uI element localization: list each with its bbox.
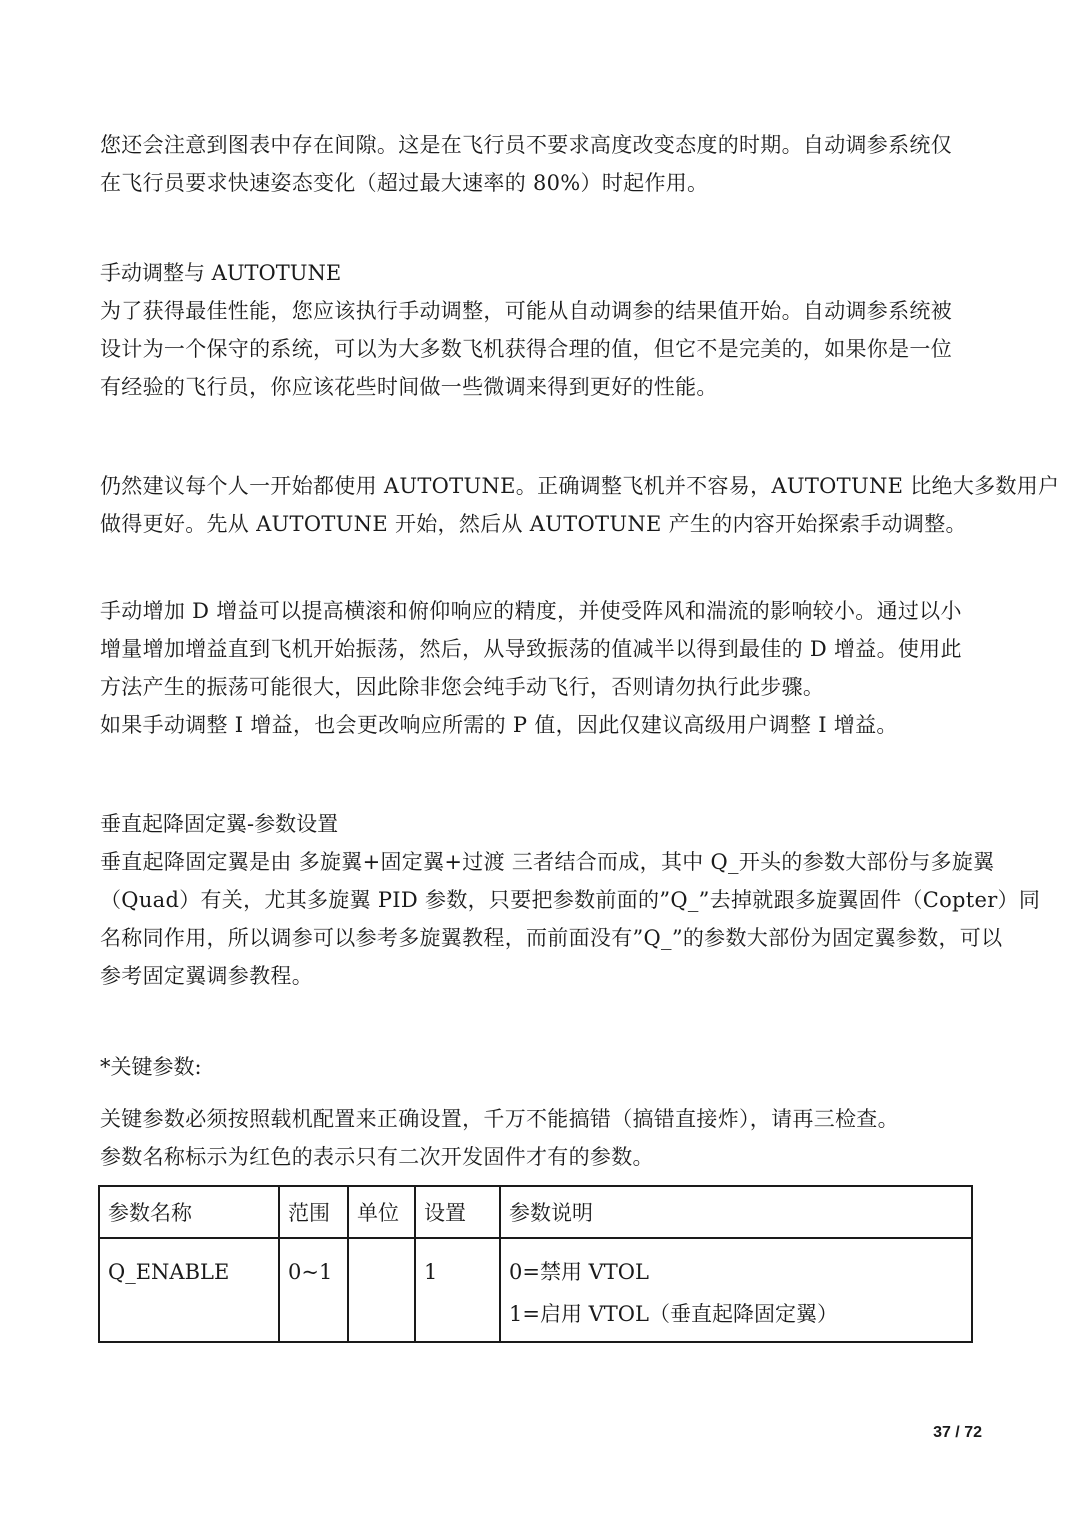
cell-range: 0~1 [279, 1238, 348, 1342]
section-heading: *关键参数: [100, 1055, 202, 1079]
text-line: 增量增加增益直到飞机开始振荡，然后，从导致振荡的值减半以得到最佳的 D 增益。使用此 [100, 637, 962, 661]
text-line: 参考固定翼调参教程。 [100, 964, 313, 988]
column-header-description: 参数说明 [500, 1186, 972, 1238]
parameter-table [98, 1185, 973, 1343]
text-line: （Quad）有关，尤其多旋翼 PID 参数，只要把参数前面的”Q_”去掉就跟多旋翼固件（Copter）同 [100, 888, 1041, 912]
text-line: 设计为一个保守的系统，可以为大多数飞机获得合理的值，但它不是完美的，如果你是一位 [100, 337, 952, 361]
column-header-name: 参数名称 [99, 1186, 279, 1238]
column-header-range: 范围 [279, 1186, 348, 1238]
section-heading: 垂直起降固定翼-参数设置 [100, 812, 339, 836]
text-line: 手动增加 D 增益可以提高横滚和俯仰响应的精度，并使受阵风和湍流的影响较小。通过以小 [100, 599, 962, 623]
description-line: 0=禁用 VTOL [509, 1260, 649, 1284]
table-header-row [99, 1186, 972, 1238]
section-key-params [100, 1048, 1000, 1176]
text-line: 在飞行员要求快速姿态变化（超过最大速率的 80%）时起作用。 [100, 171, 709, 195]
text-line: 仍然建议每个人一开始都使用 AUTOTUNE。正确调整飞机并不容易，AUTOTUNE 比绝大多数用户 [100, 474, 1060, 498]
section-manual-tuning [100, 254, 1000, 406]
paragraph-autotune [100, 467, 1060, 543]
text-line: 您还会注意到图表中存在间隙。这是在飞行员不要求高度改变态度的时期。自动调参系统仅 [100, 133, 952, 157]
page-number: 37 / 72 [933, 1424, 982, 1441]
column-header-setting: 设置 [415, 1186, 500, 1238]
text-line: 方法产生的振荡可能很大，因此除非您会纯手动飞行，否则请勿执行此步骤。 [100, 675, 825, 699]
table-row [99, 1238, 972, 1342]
cell-description [500, 1238, 972, 1342]
text-line: 如果手动调整 I 增益，也会更改响应所需的 P 值，因此仅建议高级用户调整 I 增益。 [100, 713, 898, 737]
cell-setting: 1 [415, 1238, 500, 1342]
column-header-unit: 单位 [348, 1186, 415, 1238]
paragraph-gaps [100, 126, 1000, 202]
section-vtol [100, 805, 1041, 995]
text-line: 关键参数必须按照载机配置来正确设置，千万不能搞错（搞错直接炸），请再三检查。 [100, 1107, 899, 1131]
cell-unit [348, 1238, 415, 1342]
text-line: 名称同作用，所以调参可以参考多旋翼教程，而前面没有”Q_”的参数大部份为固定翼参数，可以 [100, 926, 1003, 950]
text-line: 垂直起降固定翼是由 多旋翼+固定翼+过渡 三者结合而成，其中 Q_开头的参数大部份与多旋翼 [100, 850, 995, 874]
text-line: 参数名称标示为红色的表示只有二次开发固件才有的参数。 [100, 1145, 654, 1169]
text-line: 做得更好。先从 AUTOTUNE 开始，然后从 AUTOTUNE 产生的内容开始探索手动调整。 [100, 512, 967, 536]
text-line: 有经验的飞行员，你应该花些时间做一些微调来得到更好的性能。 [100, 375, 718, 399]
section-heading: 手动调整与 AUTOTUNE [100, 261, 342, 285]
text-line: 为了获得最佳性能，您应该执行手动调整，可能从自动调参的结果值开始。自动调参系统被 [100, 299, 952, 323]
description-line: 1=启用 VTOL（垂直起降固定翼） [509, 1302, 838, 1326]
paragraph-d-gain [100, 592, 1000, 744]
cell-name: Q_ENABLE [99, 1238, 279, 1342]
